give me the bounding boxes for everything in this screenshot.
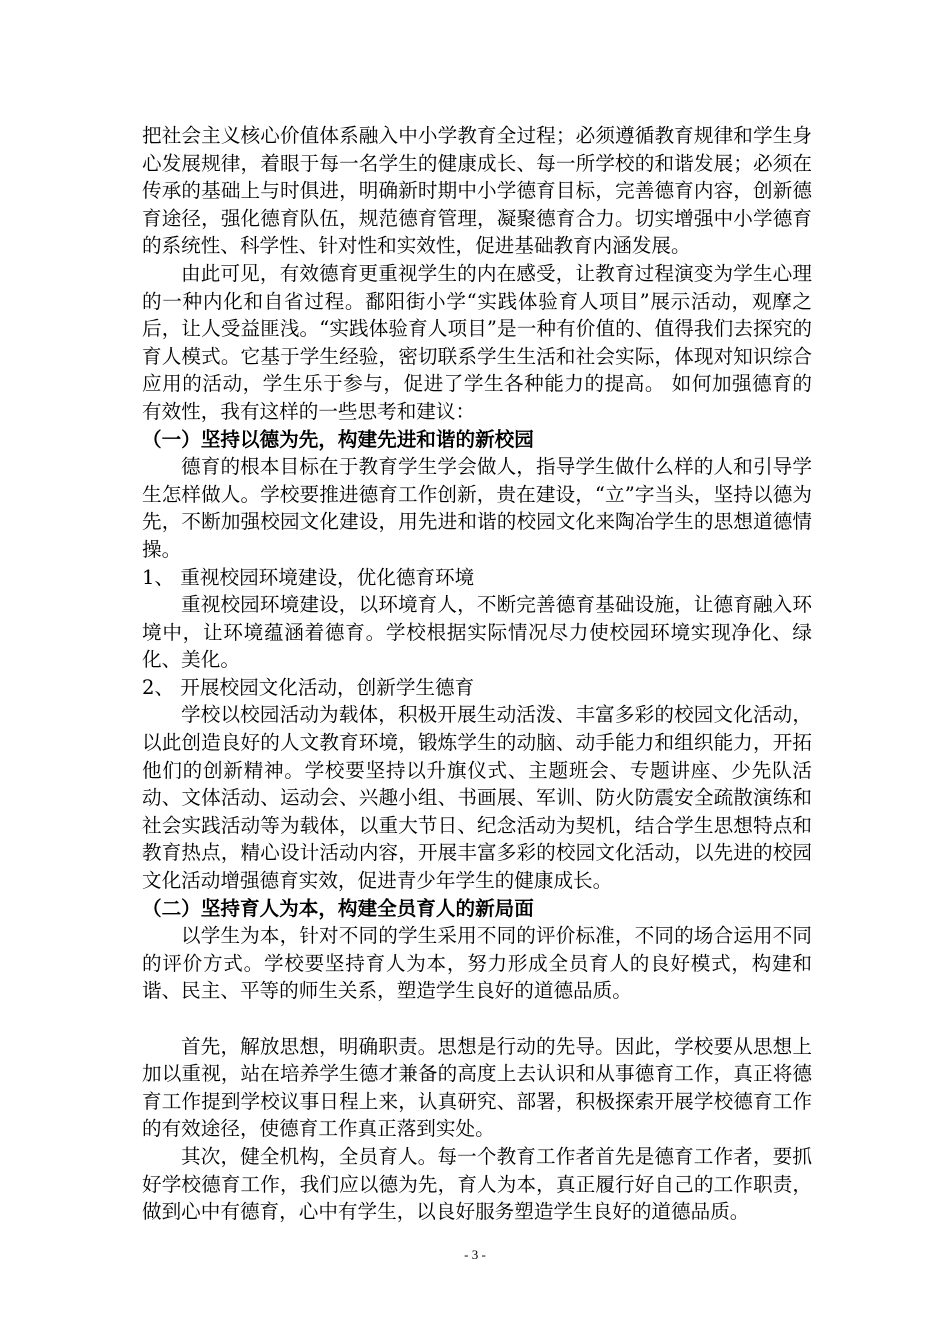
section-heading-1: （一）坚持以德为先，构建先进和谐的新校园 [142, 427, 534, 451]
blank-line [142, 1005, 812, 1033]
paragraph-6: 以学生为本，针对不同的学生采用不同的评价标准，不同的场合运用不同的评价方式。学校要坚持育人为本，努力形成全员育人的良好模式，构建和谐、民主、平等的师生关系，塑造学生良好的道德品质。 [142, 924, 812, 1003]
paragraph-5: 学校以校园活动为载体，积极开展生动活泼、丰富多彩的校园文化活动，以此创造良好的人文教育环境，锻炼学生的动脑、动手能力和组织能力，开拓他们的创新精神。学校要坚持以升旗仪式、主题班会、专题讲座、少先队活动、文体活动、运动会、兴趣小组、书画展、军训、防火防震安全疏散演练和社会实践活动等为载体，以重大节日、纪念活动为契机，结合学生思想特点和教育热点，精心设计活动内容，开展丰富多彩的校园文化活动，以先进的校园文化活动增强德育实效，促进青少年学生的健康成长。 [142, 703, 812, 893]
page-number: - 3 - [464, 1247, 486, 1262]
paragraph-7: 首先，解放思想，明确职责。思想是行动的先导。因此，学校要从思想上加以重视，站在培养学生德才兼备的高度上去认识和从事德育工作，真正将德育工作提到学校议事日程上来，认真研究、部署，积极探索开展学校德育工作的有效途径，使德育工作真正落到实处。 [142, 1034, 812, 1141]
section-heading-2: （二）坚持育人为本，构建全员育人的新局面 [142, 896, 534, 920]
document-body [142, 122, 812, 1226]
paragraph-4: 重视校园环境建设，以环境育人，不断完善德育基础设施，让德育融入环境中，让环境蕴涵着德育。学校根据实际情况尽力使校园环境实现净化、绿化、美化。 [142, 593, 812, 672]
paragraph-2: 由此可见，有效德育更重视学生的内在感受，让教育过程演变为学生心理的一种内化和自省过程。鄱阳街小学“实践体验育人项目”展示活动，观摩之后，让人受益匪浅。“实践体验育人项目”是一种有价值的、值得我们去探究的育人模式。它基于学生经验，密切联系学生生活和社会实际，体现对知识综合应用的活动，学生乐于参与，促进了学生各种能力的提高。 如何加强德育的有效性，我有这样的一些思考和建议： [142, 261, 812, 423]
paragraph-1: 把社会主义核心价值体系融入中小学教育全过程；必须遵循教育规律和学生身心发展规律，着眼于每一名学生的健康成长、每一所学校的和谐发展；必须在传承的基础上与时俱进，明确新时期中小学德育目标，完善德育内容，创新德育途径，强化德育队伍，规范德育管理，凝聚德育合力。切实增强中小学德育的系统性、科学性、针对性和实效性，促进基础教育内涵发展。 [142, 124, 812, 258]
paragraph-3: 德育的根本目标在于教育学生学会做人，指导学生做什么样的人和引导学生怎样做人。学校要推进德育工作创新，贵在建设，“立”字当头，坚持以德为先，不断加强校园文化建设，用先进和谐的校园文化来陶冶学生的思想道德情操。 [142, 455, 812, 561]
subheading-2: 2、 开展校园文化活动，创新学生德育 [142, 675, 475, 699]
subheading-1: 1、 重视校园环境建设，优化德育环境 [142, 565, 475, 589]
paragraph-8: 其次，健全机构，全员育人。每一个教育工作者首先是德育工作者，要抓好学校德育工作，我们应以德为先，育人为本，真正履行好自己的工作职责，做到心中有德育，心中有学生，以良好服务塑造学生良好的道德品质。 [142, 1144, 812, 1224]
